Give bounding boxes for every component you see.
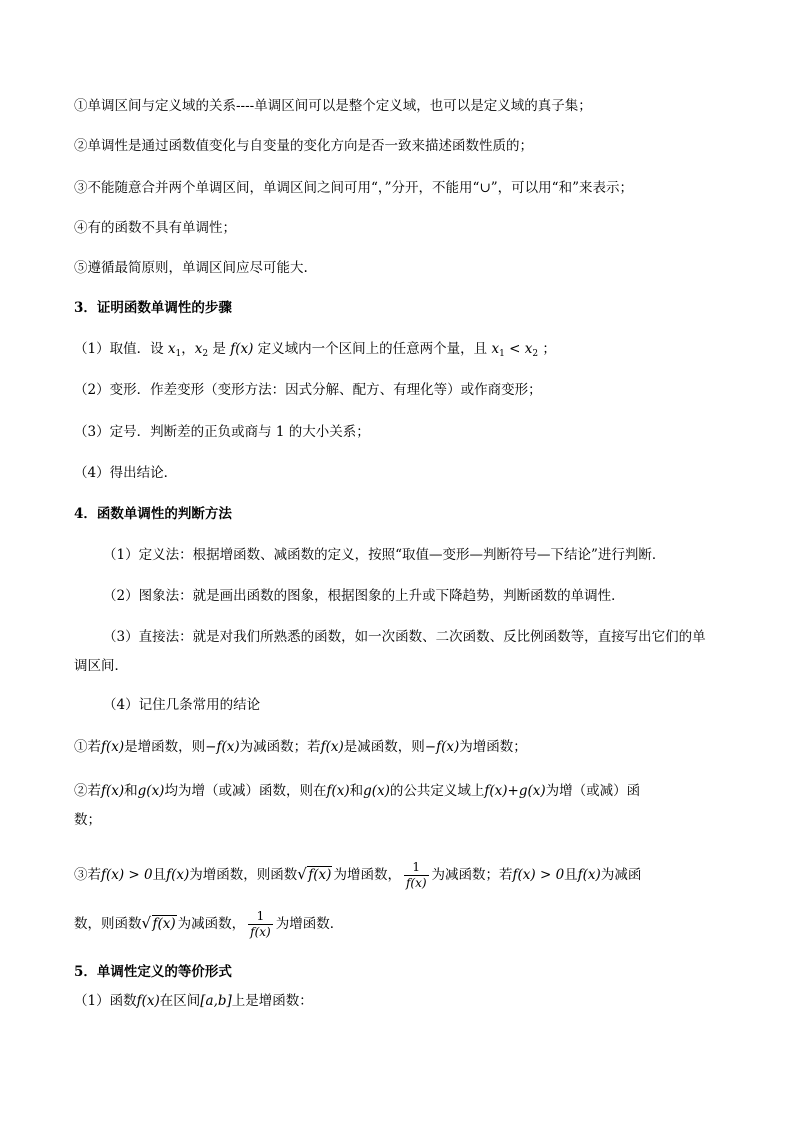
conclusion-2-line-1: ②若f(x)和g(x)均为增（或减）函数，则在f(x)和g(x)的公共定义域上f(x)+g(x)为增（或减）函 <box>74 783 641 799</box>
definition-1: （1）函数f(x)在区间[a,b]上是增函数： <box>74 993 313 1009</box>
note-item-5: ⑤遵循最简原则，单调区间应尽可能大. <box>74 260 308 276</box>
step-4: （4）得出结论． <box>74 465 178 481</box>
reciprocal-fraction: $\frac{1}{f(x)}$ <box>405 860 427 890</box>
note-item-3: ③不能随意合并两个单调区间，单调区间之间可用“，”分开，不能用“∪”，可以用“和”来表示； <box>74 180 633 196</box>
step-3: （3）定号．判断差的正负或商与 1 的大小关系； <box>74 424 370 440</box>
method-1: （1）定义法：根据增函数、减函数的定义，按照“取值—变形—判断符号—下结论”进行判断． <box>103 547 666 563</box>
method-2: （2）图象法：就是画出函数的图象，根据图象的上升或下降趋势，判断函数的单调性． <box>103 588 625 604</box>
method-3-line-1: （3）直接法：就是对我们所熟悉的函数，如一次函数、二次函数、反比例函数等，直接写出它们的单 <box>103 629 706 645</box>
conclusion-1: ①若f(x)是增函数，则−f(x)为减函数；若f(x)是减函数，则−f(x)为增函数； <box>74 739 527 755</box>
conclusion-3-line-2: 数，则函数√ f(x) 为减函数， $\frac{1}{f(x)}$ 为增函数． <box>74 909 343 940</box>
reciprocal-fraction: $\frac{1}{f(x)}$ <box>250 909 271 939</box>
note-item-1: ①单调区间与定义域的关系----单调区间可以是整个定义域，也可以是定义域的真子集； <box>74 98 592 114</box>
sqrt-symbol: √ f(x) <box>143 914 177 934</box>
sqrt-symbol: √ f(x) <box>298 865 332 885</box>
note-item-2: ②单调性是通过函数值变化与自变量的变化方向是否一致来描述函数性质的； <box>74 138 533 154</box>
section-5-heading: 5．单调性定义的等价形式 <box>74 964 232 980</box>
section-3-heading: 3．证明函数单调性的步骤 <box>74 300 232 316</box>
step-2: （2）变形．作差变形（变形方法：因式分解、配方、有理化等）或作商变形； <box>74 382 542 398</box>
method-3-line-2: 调区间． <box>74 658 128 674</box>
conclusion-3-line-1: ③若f(x) > 0且f(x)为增函数，则函数√ f(x) 为增函数， $\frac{1}{f(x)}$ 为减函数；若f(x) > 0且f(x)为减函 <box>74 860 641 891</box>
note-item-4: ④有的函数不具有单调性； <box>74 220 236 236</box>
method-4: （4）记住几条常用的结论 <box>103 697 261 713</box>
conclusion-2-line-2: 数； <box>74 812 101 828</box>
step-1: （1）取值．设 $x_1$，$x_2$ 是 f(x) 定义域内一个区间上的任意两个量，且 $x_1 < x_2$ ； <box>74 341 556 359</box>
section-4-heading: 4．函数单调性的判断方法 <box>74 506 232 522</box>
